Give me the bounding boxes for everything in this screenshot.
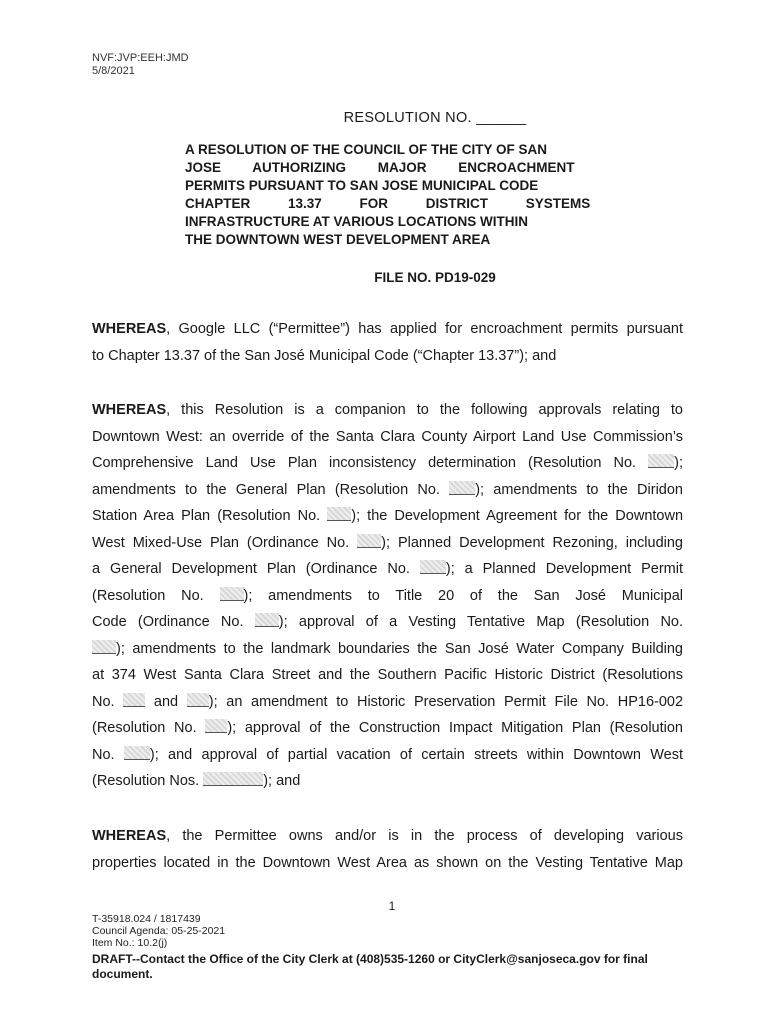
para-text: No.	[92, 693, 115, 710]
para-text: a General Development Plan (Ordinance No.	[92, 561, 410, 577]
heading-line: PERMITS PURSUANT TO SAN JOSE MUNICIPAL CODE	[185, 178, 539, 193]
para-text: Station Area Plan (Resolution No.	[92, 508, 321, 524]
redacted-blank	[255, 613, 279, 627]
redacted-blank	[220, 587, 244, 601]
heading-line: A RESOLUTION OF THE COUNCIL OF THE CITY OF SAN	[185, 142, 548, 157]
resolution-heading	[185, 141, 594, 249]
whereas-paragraph-3	[92, 823, 683, 876]
whereas-label: WHEREAS	[92, 828, 167, 844]
heading-line: JOSE AUTHORIZING MAJOR ENCROACHMENT	[185, 160, 575, 175]
redacted-blank	[203, 772, 263, 786]
redacted-blank	[420, 560, 446, 574]
para-text: ); amendments to Title 20 of the San José Municipal	[243, 587, 684, 604]
para-text: ); amendments to the Diridon	[475, 481, 683, 498]
page-number: 1	[388, 899, 396, 913]
para-text: Code (Ordinance No.	[92, 614, 244, 630]
redacted-blank	[205, 719, 227, 733]
para-text: , the Permittee owns and/or is in the process of developing various	[166, 828, 683, 844]
para-text: ); amendments to the landmark boundaries the San José Water Company Building	[116, 640, 683, 657]
para-text: ); the Development Agreement for the Downtown	[351, 508, 684, 524]
para-text: amendments to the General Plan (Resolution No.	[92, 481, 440, 498]
redacted-blank	[648, 454, 674, 468]
para-text: (Resolution No.	[92, 587, 204, 604]
para-text: West Mixed-Use Plan (Ordinance No.	[92, 534, 350, 551]
redacted-blank	[92, 640, 116, 654]
redacted-blank	[187, 693, 209, 707]
para-text: and	[153, 693, 179, 710]
para-text: , Google LLC (“Permittee”) has applied for encroachment permits pursuant	[166, 321, 683, 337]
para-text: ); approval of a Vesting Tentative Map (Resolution No.	[278, 614, 684, 630]
para-text: Downtown West: an override of the Santa Clara County Airport Land Use Commission’s	[92, 428, 683, 445]
para-text: properties located in the Downtown West Area as shown on the Vesting Tentative Map	[92, 854, 683, 871]
para-text: ); a Planned Development Permit	[445, 561, 684, 577]
para-text: (Resolution No.	[92, 720, 197, 736]
para-text: );	[674, 455, 683, 471]
whereas-paragraph-2	[92, 397, 683, 795]
heading-line: CHAPTER 13.37 FOR DISTRICT SYSTEMS	[185, 196, 591, 211]
para-text: ); and approval of partial vacation of certain streets within Downtown West	[149, 746, 683, 763]
file-number: FILE NO. PD19-029	[374, 270, 496, 285]
footer-draft-notice: DRAFT--Contact the Office of the City Clerk at (408)535-1260 or CityClerk@sanjoseca.gov for final document.	[92, 952, 648, 981]
footer-agenda: Council Agenda: 05-25-2021	[92, 925, 226, 937]
para-text: ); approval of the Construction Impact Mitigation Plan (Resolution	[227, 720, 683, 736]
footer-doc-id: T-35918.024 / 1817439	[92, 913, 201, 925]
para-text: (Resolution Nos.	[92, 773, 200, 789]
para-text: to Chapter 13.37 of the San José Municipal Code (“Chapter 13.37”); and	[92, 347, 557, 364]
heading-line: THE DOWNTOWN WEST DEVELOPMENT AREA	[185, 232, 491, 247]
header-date: 5/8/2021	[92, 65, 135, 77]
redacted-blank	[124, 746, 150, 760]
para-text: ); an amendment to Historic Preservation Permit File No. HP16-002	[208, 693, 684, 710]
whereas-label: WHEREAS	[92, 402, 167, 418]
resolution-number: RESOLUTION NO. ______	[343, 110, 527, 126]
footer-item: Item No.: 10.2(j)	[92, 937, 168, 949]
para-text: ); Planned Development Rezoning, including	[381, 534, 683, 551]
redacted-blank	[327, 507, 351, 521]
para-text: Comprehensive Land Use Plan inconsistency determination (Resolution No.	[92, 455, 637, 471]
para-text: No.	[92, 746, 115, 763]
redacted-blank	[449, 481, 475, 495]
whereas-label: WHEREAS	[92, 321, 167, 337]
redacted-blank	[123, 693, 145, 707]
para-text: at 374 West Santa Clara Street and the Southern Pacific Historic District (Resolutions	[92, 667, 683, 683]
heading-line: INFRASTRUCTURE AT VARIOUS LOCATIONS WITHIN	[185, 214, 528, 229]
header-initials: NVF:JVP:EEH:JMD	[92, 52, 189, 64]
redacted-blank	[357, 534, 381, 548]
para-text: ); and	[263, 773, 301, 789]
whereas-paragraph-1	[92, 316, 683, 369]
para-text: , this Resolution is a companion to the following approvals relating to	[166, 402, 683, 418]
